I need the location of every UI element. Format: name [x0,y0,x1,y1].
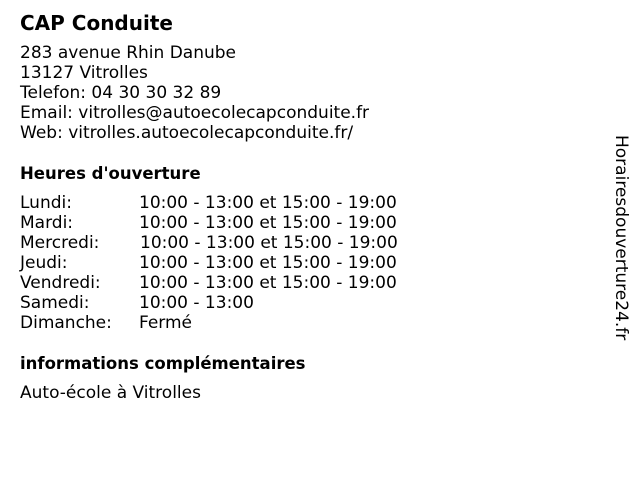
day-hours: Fermé [139,313,193,333]
day-label: Lundi: [20,193,72,213]
day-hours: 10:00 - 13:00 et 15:00 - 19:00 [139,253,397,273]
day-hours: 10:00 - 13:00 et 15:00 - 19:00 [140,233,398,253]
day-label: Mercredi: [20,233,100,253]
day-hours: 10:00 - 13:00 et 15:00 - 19:00 [139,193,397,213]
day-hours: 10:00 - 13:00 et 15:00 - 19:00 [139,273,397,293]
day-label: Dimanche: [20,313,112,333]
address-street: 283 avenue Rhin Danube [20,43,236,63]
site-watermark: Horairesdouverture24.fr [611,135,631,341]
contact-block [20,43,369,143]
day-label: Mardi: [20,213,74,233]
day-label: Jeudi: [20,253,68,273]
email-address: Email: vitrolles@autoecolecapconduite.fr [20,103,370,123]
address-city: 13127 Vitrolles [20,63,148,83]
day-hours: 10:00 - 13:00 [139,293,254,313]
additional-info-heading: informations complémentaires [20,354,306,373]
business-name: CAP Conduite [20,11,173,35]
day-hours: 10:00 - 13:00 et 15:00 - 19:00 [139,213,397,233]
day-label: Vendredi: [20,273,101,293]
additional-info-text: Auto-école à Vitrolles [20,383,201,403]
day-label: Samedi: [20,293,90,313]
opening-hours-heading: Heures d'ouverture [20,164,201,183]
phone-number: Telefon: 04 30 30 32 89 [20,83,222,103]
website-url: Web: vitrolles.autoecolecapconduite.fr/ [20,123,354,143]
